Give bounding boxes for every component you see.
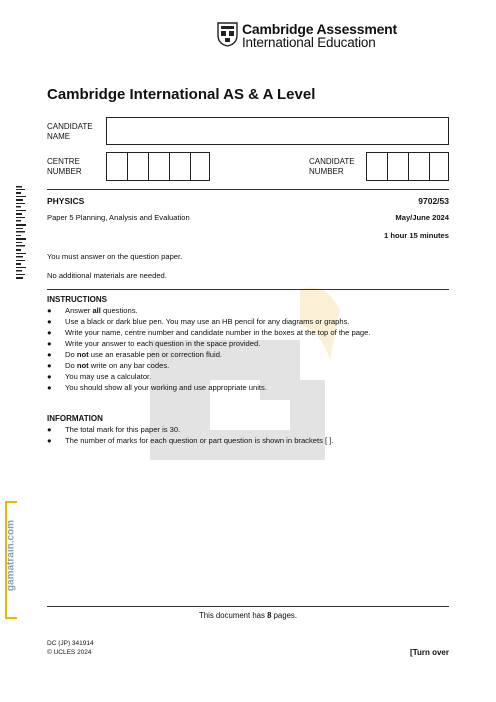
information-heading: INFORMATION (47, 414, 103, 423)
centre-number-box[interactable] (106, 152, 210, 181)
information-list (47, 424, 449, 446)
list-item: ● You should show all your working and use appropriate units. (47, 383, 267, 392)
candidate-number-label: CANDIDATE NUMBER (309, 157, 355, 176)
list-item: ● Use a black or dark blue pen. You may use an HB pencil for any diagrams or graphs. (47, 317, 350, 326)
crest-icon (217, 22, 238, 47)
list-item: ● Write your name, centre number and candidate number in the boxes at the top of the page. (47, 328, 371, 337)
exam-session: May/June 2024 (395, 213, 449, 222)
bullet-dot: ● (47, 436, 52, 445)
list-item: ● Write your answer to each question in the space provided. (47, 339, 261, 348)
instructions-heading: INSTRUCTIONS (47, 295, 107, 304)
bullet-dot: ● (47, 350, 52, 359)
divider (47, 606, 449, 607)
barcode (16, 186, 28, 281)
logo-line-1: Cambridge Assessment (242, 21, 397, 37)
bullet-dot: ● (47, 328, 52, 337)
paper-title: Paper 5 Planning, Analysis and Evaluation (47, 213, 190, 222)
list-item: ● The number of marks for each question or part question is shown in brackets [ ]. (47, 436, 334, 445)
candidate-name-label: CANDIDATE NAME (47, 122, 93, 141)
bullet-dot: ● (47, 317, 52, 326)
answer-note: You must answer on the question paper. (47, 252, 183, 261)
bullet-dot: ● (47, 372, 52, 381)
bullet-dot: ● (47, 339, 52, 348)
bullet-dot: ● (47, 383, 52, 392)
copyright: © UCLES 2024 (47, 649, 92, 656)
exam-duration: 1 hour 15 minutes (384, 231, 449, 240)
list-item: ● The total mark for this paper is 30. (47, 425, 181, 434)
candidate-number-box[interactable] (366, 152, 449, 181)
divider (47, 289, 449, 290)
qualification-title: Cambridge International AS & A Level (47, 86, 316, 103)
list-item: ● Do not write on any bar codes. (47, 361, 170, 370)
candidate-name-box[interactable] (106, 117, 449, 145)
side-brand-text: gamatrain.com (5, 519, 17, 592)
subject-code: 9702/53 (418, 196, 449, 206)
turn-over: [Turn over (410, 648, 449, 657)
divider (47, 189, 449, 190)
subject-name: PHYSICS (47, 196, 85, 206)
list-item: ● Answer all questions. (47, 306, 138, 315)
list-item: ● Do not use an erasable pen or correction fluid. (47, 350, 223, 359)
bullet-dot: ● (47, 361, 52, 370)
document-ref: DC (JP) 341914 (47, 640, 94, 647)
logo-line-2: International Education (242, 35, 376, 50)
centre-number-label: CENTRE NUMBER (47, 157, 82, 176)
bullet-dot: ● (47, 425, 52, 434)
side-brand (3, 500, 19, 620)
cambridge-logo (217, 22, 397, 50)
instructions-list (47, 305, 449, 393)
materials-note: No additional materials are needed. (47, 271, 167, 280)
list-item: ● You may use a calculator. (47, 372, 152, 381)
bullet-dot: ● (47, 306, 52, 315)
page-count: This document has 8 pages. (199, 611, 297, 620)
